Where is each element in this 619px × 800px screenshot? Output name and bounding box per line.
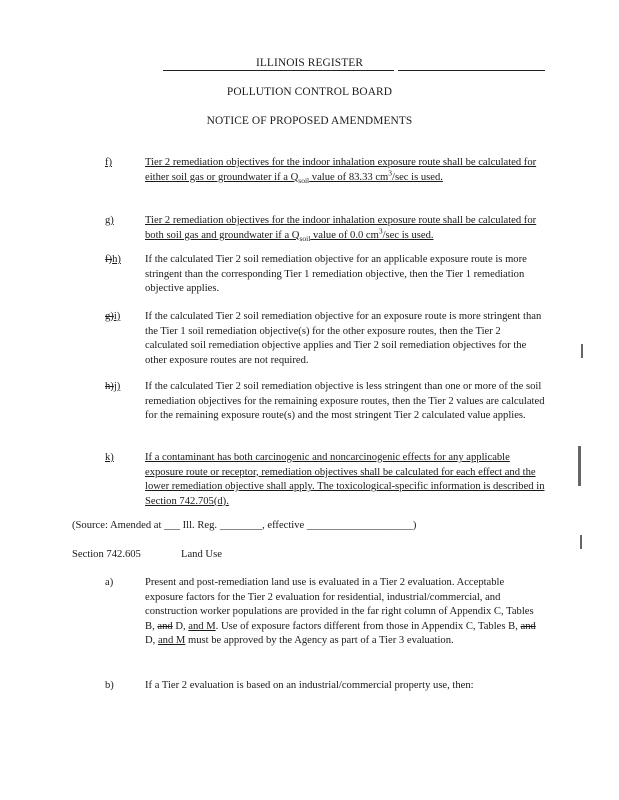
subsection-b-text: If a Tier 2 evaluation is based on an industrial/commercial property use, then: [145,680,474,691]
header-rule-right [398,70,545,71]
item-g-label: g) [105,215,114,226]
board-name: POLLUTION CONTROL BOARD [226,86,393,98]
item-h-label: f)h) [105,254,121,265]
subsection-b-label: b) [105,680,114,691]
item-f-text: Tier 2 remediation objectives for the indoor inhalation exposure route shall be calculated for either soil gas or groundwater if a $Q_{soil}$ value of 83.33 $cm^3/\sec$ is used. [145,157,537,185]
scan-mark [580,535,582,549]
scan-mark [578,446,581,486]
scan-mark [581,344,583,358]
item-i-label: g)i) [105,311,121,322]
header-rule-left [163,70,394,71]
subsection-a-text: Present and post-remediation land use is evaluated in a Tier 2 evaluation. Acceptable exposure factors for the Tier 2 evaluation for residential, industrial/commercial, and construction worker populations are provided in the far right column of Appendix C, Tables B, and D, and M. Use of exposure factors different from those in Appendix C, Tables B, and D, and M must be approved by the Agency as part of a Tier 3 evaluation. [145,577,536,647]
item-i-text: If the calculated Tier 2 soil remediation objective for an exposure route is more stringent than the Tier 1 soil remediation objective(s) for the other exposure routes, then the Tier 2 calculated soil remediation objective applies and Tier 2 soil remediation objectives for the other exposure routes are not required. [145,311,542,366]
source-note: (Source: Amended at ___ Ill. Reg. ________, effective ____________________) [72,520,417,531]
item-h-text: If the calculated Tier 2 soil remediation objective for an applicable exposure route is more stringent than the corresponding Tier 1 remediation objective, then the Tier 1 remediation objective applies. [145,254,527,295]
item-j-text: If the calculated Tier 2 soil remediation objective is less stringent than one or more of the soil remediation objectives for the remaining exposure routes, then the Tier 2 values are calculated for the remaining exposure route(s) and the most stringent Tier 2 calculated value applies. [145,381,545,422]
notice-title: NOTICE OF PROPOSED AMENDMENTS [206,115,413,127]
section-number: Section 742.605 [72,549,141,560]
section-title: Land Use [181,549,222,560]
item-j-label: h)j) [105,381,121,392]
item-g-text: Tier 2 remediation objectives for the indoor inhalation exposure route shall be calculated for both soil gas and groundwater if a $Q_{soil}$ value of 0.0 $cm^3/\sec$ is used. [145,215,537,243]
item-f-label: f) [105,157,113,168]
subsection-a-label: a) [105,577,114,588]
register-title: ILLINOIS REGISTER [255,57,364,69]
item-k-text: If a contaminant has both carcinogenic and noncarcinogenic effects for any applicable exposure route or receptor, remediation objectives shall be calculated for each effect and the lower remediation objective shall apply. The toxicological-specific information is described in Section 742.705(d). [145,452,545,507]
item-k-label: k) [105,452,114,463]
